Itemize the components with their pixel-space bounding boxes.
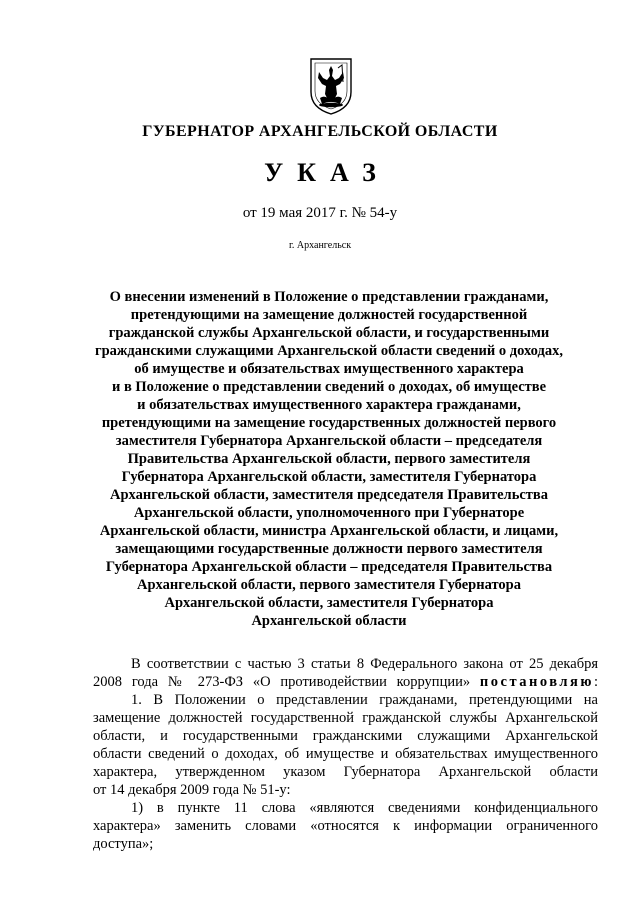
body-line: В соответствии с частью 3 статьи 8 Федерального закона от 25 декабря — [131, 656, 598, 672]
document-type: УКАЗ — [264, 158, 390, 187]
document-title — [92, 288, 566, 630]
body-line: 1. В Положении о представлении гражданами, претендующими на — [131, 692, 598, 708]
title-line: гражданскими служащими Архангельской области сведений о доходах, — [95, 343, 563, 359]
paragraph-subitem-1 — [93, 799, 598, 853]
title-line: об имуществе и обязательствах имущественного характера — [134, 361, 524, 377]
title-line: замещающими государственные должности первого заместителя — [115, 541, 543, 557]
title-line: гражданской службы Архангельской области, и государственными — [108, 325, 550, 341]
document-body — [93, 655, 598, 853]
issuing-authority: ГУБЕРНАТОР АРХАНГЕЛЬСКОЙ ОБЛАСТИ — [142, 123, 498, 140]
title-line: Губернатора Архангельской области, заместителя Губернатора — [121, 469, 537, 485]
body-line — [93, 673, 598, 691]
title-line: претендующими на замещение государственных должностей первого — [101, 415, 557, 431]
document-city: г. Архангельск — [288, 240, 352, 251]
title-line: Архангельской области, заместителя председателя Правительства — [110, 487, 548, 503]
title-line: и обязательствах имущественного характера гражданами, — [137, 397, 521, 413]
coat-of-arms-emblem — [308, 56, 354, 116]
title-line: Архангельской области — [251, 613, 407, 629]
body-line: от 14 декабря 2009 года № 51-у: — [93, 782, 291, 798]
title-line: Правительства Архангельской области, первого заместителя — [127, 451, 531, 467]
body-text: : — [593, 674, 598, 690]
title-line: претендующими на замещение должностей государственной — [130, 307, 528, 323]
body-line: доступа»; — [93, 836, 154, 852]
body-line: характера» заменить словами «относятся к информации ограниченного — [93, 818, 598, 834]
title-line: Архангельской области, заместителя Губернатора — [164, 595, 494, 611]
title-line: Архангельской области, министра Архангельской области, и лицами, — [99, 523, 559, 539]
decree-verb: постановляю — [479, 674, 594, 690]
title-line: О внесении изменений в Положение о представлении гражданами, — [109, 289, 549, 305]
body-line: области, и государственными гражданскими служащими Архангельской — [93, 728, 598, 744]
body-text: 2008 года № 273-ФЗ «О противодействии коррупции» — [93, 674, 471, 690]
title-line: Архангельской области, уполномоченного при Губернаторе — [133, 505, 525, 521]
paragraph-item-1 — [93, 691, 598, 799]
title-line: Архангельской области, первого заместителя Губернатора — [137, 577, 521, 593]
body-line: замещение должностей государственной гражданской службы Архангельской — [93, 710, 598, 726]
title-line: Губернатора Архангельской области – председателя Правительства — [105, 559, 553, 575]
paragraph-preamble — [93, 655, 598, 691]
document-date-number: от 19 мая 2017 г. № 54-у — [242, 205, 398, 221]
title-line: заместителя Губернатора Архангельской области – председателя — [115, 433, 543, 449]
title-line: и в Положение о представлении сведений о доходах, об имуществе — [111, 379, 547, 395]
body-line: характера, утвержденном указом Губернатора Архангельской области — [93, 764, 598, 780]
body-line: 1) в пункте 11 слова «являются сведениями конфиденциального — [131, 800, 598, 816]
body-line: области сведений о доходах, об имуществе и обязательствах имущественного — [93, 746, 598, 762]
